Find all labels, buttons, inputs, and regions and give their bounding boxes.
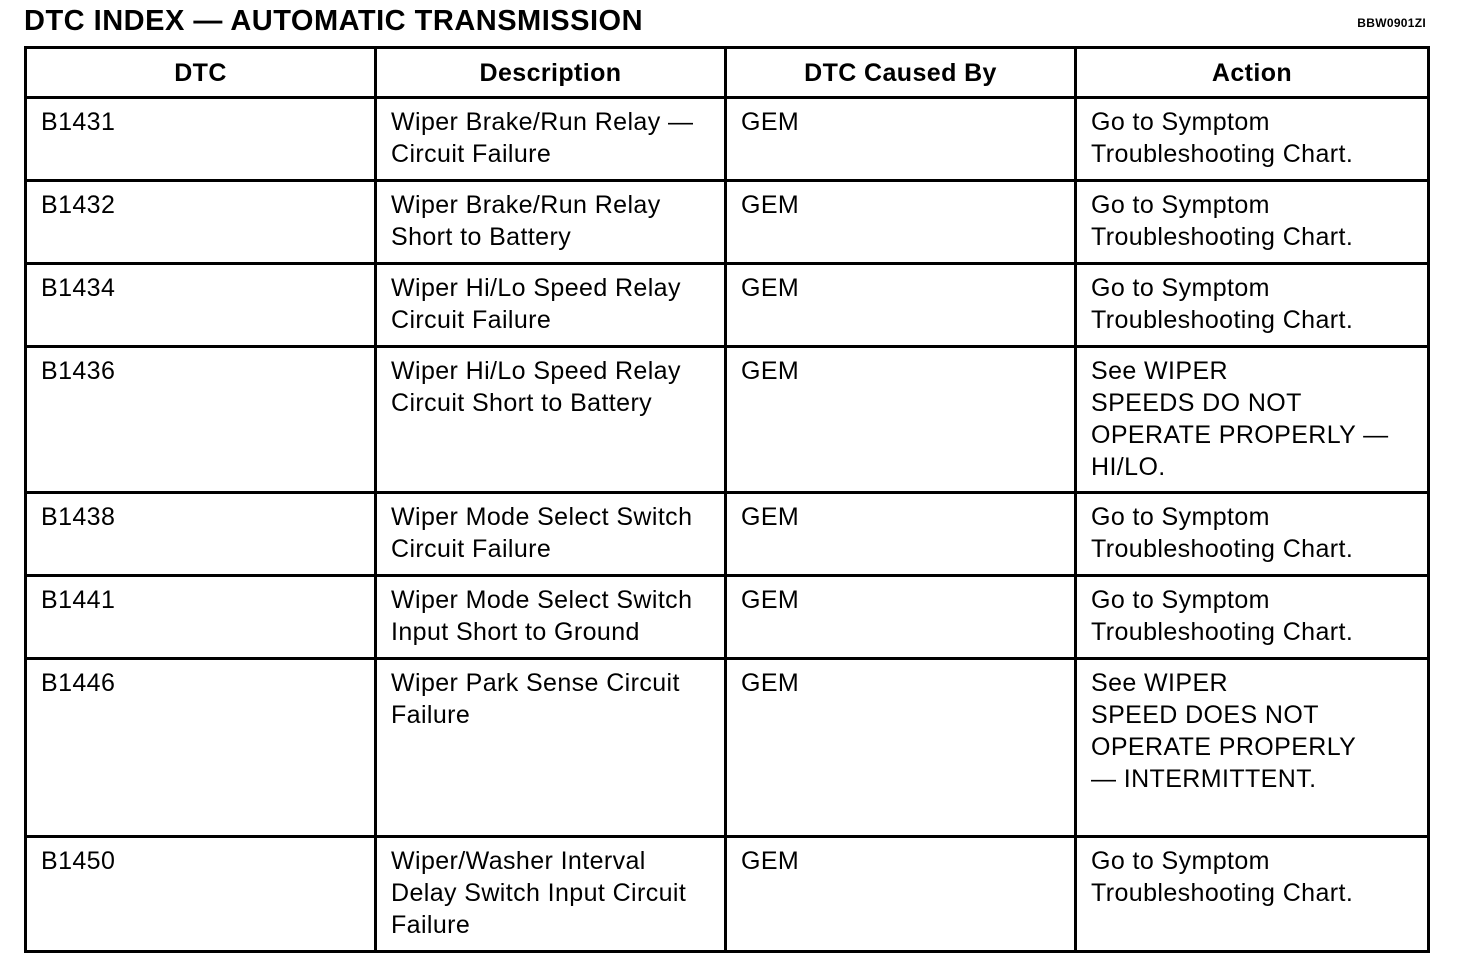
table-row bbox=[26, 347, 1429, 493]
dtc-code-cell: B1434 bbox=[26, 264, 376, 347]
action-line: Go to Symptom bbox=[1091, 847, 1270, 875]
caused-by-cell: GEM bbox=[726, 98, 1076, 181]
action-line: Troubleshooting Chart. bbox=[1091, 306, 1354, 334]
table-row bbox=[26, 98, 1429, 181]
action-line: Troubleshooting Chart. bbox=[1091, 879, 1354, 907]
action-line: — INTERMITTENT. bbox=[1091, 765, 1317, 793]
action-line: Go to Symptom bbox=[1091, 586, 1270, 614]
description-cell bbox=[376, 493, 726, 576]
action-cell bbox=[1076, 98, 1429, 181]
action-cell bbox=[1076, 659, 1429, 837]
table-row bbox=[26, 837, 1429, 952]
description-line: Circuit Failure bbox=[391, 306, 552, 334]
dtc-code-cell: B1431 bbox=[26, 98, 376, 181]
table-row bbox=[26, 181, 1429, 264]
description-cell bbox=[376, 576, 726, 659]
caused-by-cell: GEM bbox=[726, 837, 1076, 952]
description-cell bbox=[376, 837, 726, 952]
column-header-dtc: DTC bbox=[26, 48, 376, 98]
action-line: OPERATE PROPERLY bbox=[1091, 733, 1357, 761]
description-line: Wiper Mode Select Switch bbox=[391, 586, 693, 614]
action-line: Go to Symptom bbox=[1091, 274, 1270, 302]
action-line: See WIPER bbox=[1091, 669, 1228, 697]
description-line: Short to Battery bbox=[391, 223, 572, 251]
action-line: See WIPER bbox=[1091, 357, 1228, 385]
action-cell bbox=[1076, 181, 1429, 264]
caused-by-cell: GEM bbox=[726, 347, 1076, 493]
table-row bbox=[26, 659, 1429, 837]
caused-by-cell: GEM bbox=[726, 659, 1076, 837]
action-line: Troubleshooting Chart. bbox=[1091, 140, 1354, 168]
action-line: Go to Symptom bbox=[1091, 191, 1270, 219]
action-cell bbox=[1076, 347, 1429, 493]
table-row bbox=[26, 493, 1429, 576]
description-cell bbox=[376, 347, 726, 493]
description-line: Wiper Park Sense Circuit bbox=[391, 669, 680, 697]
description-line: Wiper Brake/Run Relay bbox=[391, 191, 661, 219]
dtc-code-cell: B1438 bbox=[26, 493, 376, 576]
action-line: Go to Symptom bbox=[1091, 503, 1270, 531]
description-line: Circuit Short to Battery bbox=[391, 389, 653, 417]
caused-by-cell: GEM bbox=[726, 264, 1076, 347]
caused-by-cell: GEM bbox=[726, 493, 1076, 576]
description-line: Wiper Brake/Run Relay — bbox=[391, 108, 694, 136]
dtc-code-cell: B1446 bbox=[26, 659, 376, 837]
description-line: Failure bbox=[391, 911, 471, 939]
column-header-description: Description bbox=[376, 48, 726, 98]
description-line: Delay Switch Input Circuit bbox=[391, 879, 687, 907]
caused-by-cell: GEM bbox=[726, 576, 1076, 659]
description-line: Input Short to Ground bbox=[391, 618, 640, 646]
page-title: DTC INDEX — AUTOMATIC TRANSMISSION bbox=[24, 5, 644, 37]
description-cell bbox=[376, 659, 726, 837]
description-line: Wiper/Washer Interval bbox=[391, 847, 646, 875]
dtc-code-cell: B1432 bbox=[26, 181, 376, 264]
action-line: Troubleshooting Chart. bbox=[1091, 223, 1354, 251]
action-line: Troubleshooting Chart. bbox=[1091, 535, 1354, 563]
description-cell bbox=[376, 181, 726, 264]
action-line: OPERATE PROPERLY — bbox=[1091, 421, 1389, 449]
description-line: Circuit Failure bbox=[391, 140, 552, 168]
action-line: Troubleshooting Chart. bbox=[1091, 618, 1354, 646]
table-row bbox=[26, 576, 1429, 659]
description-line: Wiper Hi/Lo Speed Relay bbox=[391, 357, 681, 385]
description-line: Wiper Mode Select Switch bbox=[391, 503, 693, 531]
action-cell bbox=[1076, 264, 1429, 347]
column-header-action: Action bbox=[1076, 48, 1429, 98]
description-line: Circuit Failure bbox=[391, 535, 552, 563]
description-line: Wiper Hi/Lo Speed Relay bbox=[391, 274, 681, 302]
description-cell bbox=[376, 98, 726, 181]
dtc-index-table bbox=[24, 46, 1430, 953]
action-cell bbox=[1076, 576, 1429, 659]
caused-by-cell: GEM bbox=[726, 181, 1076, 264]
table-header-row bbox=[26, 48, 1429, 98]
description-cell bbox=[376, 264, 726, 347]
action-cell bbox=[1076, 837, 1429, 952]
action-cell bbox=[1076, 493, 1429, 576]
column-header-caused-by: DTC Caused By bbox=[726, 48, 1076, 98]
dtc-code-cell: B1436 bbox=[26, 347, 376, 493]
dtc-code-cell: B1441 bbox=[26, 576, 376, 659]
action-line: Go to Symptom bbox=[1091, 108, 1270, 136]
action-line: SPEEDS DO NOT bbox=[1091, 389, 1302, 417]
action-line: SPEED DOES NOT bbox=[1091, 701, 1319, 729]
description-line: Failure bbox=[391, 701, 471, 729]
dtc-code-cell: B1450 bbox=[26, 837, 376, 952]
action-line: HI/LO. bbox=[1091, 453, 1166, 481]
figure-id: BBW0901ZI bbox=[1357, 16, 1426, 30]
table-row bbox=[26, 264, 1429, 347]
